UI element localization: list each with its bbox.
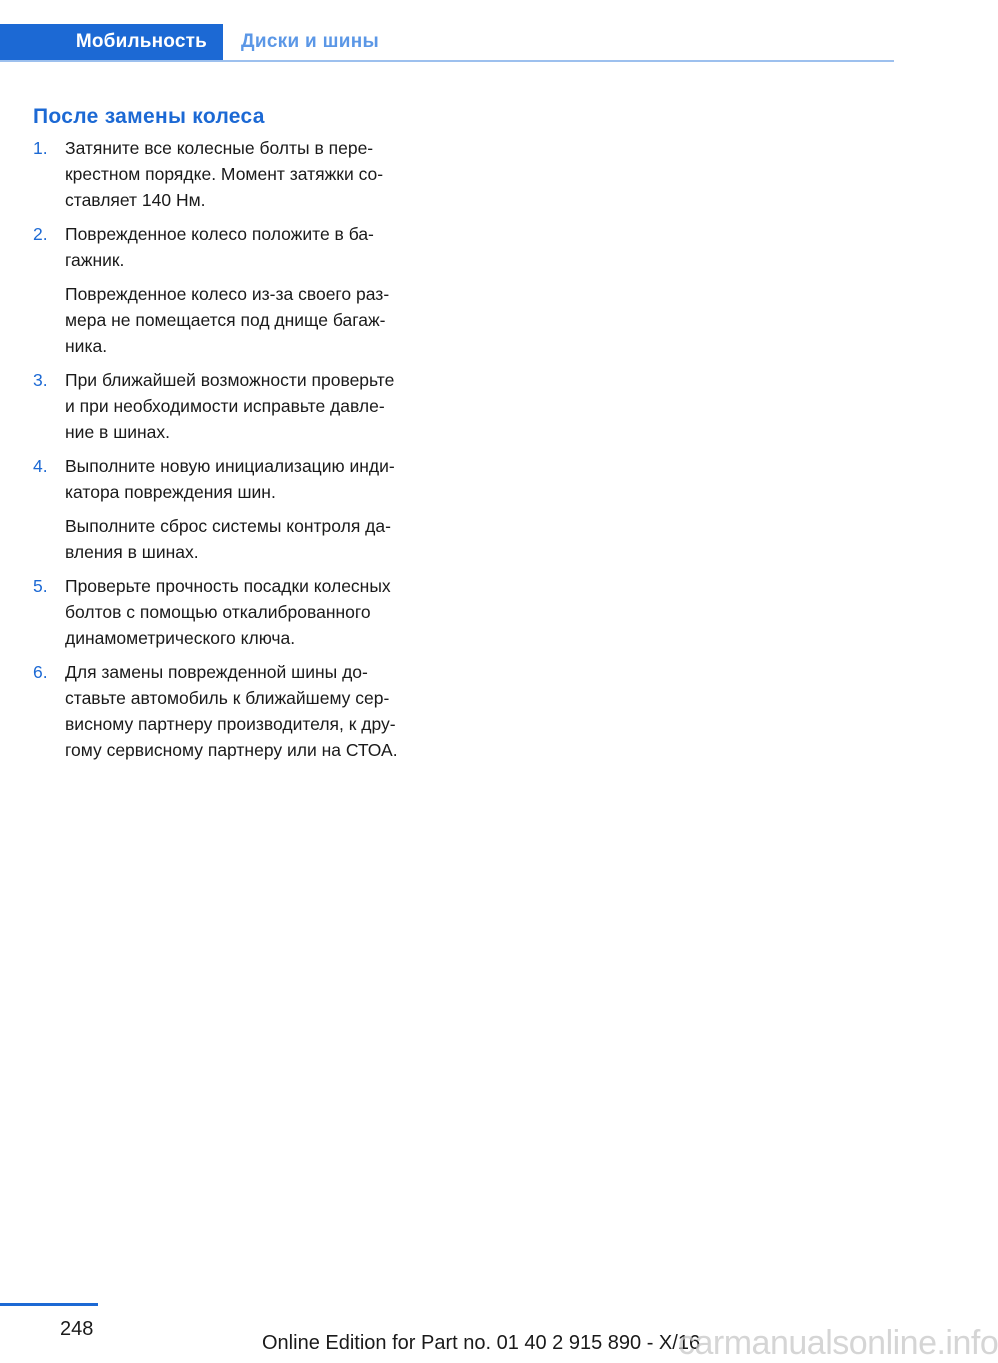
step-item	[33, 573, 453, 651]
step-item	[33, 367, 453, 445]
page-header	[0, 0, 960, 62]
step-item	[33, 135, 453, 213]
header-divider	[0, 60, 894, 62]
step-number: 5.	[33, 576, 48, 596]
footer-divider	[0, 1303, 98, 1306]
tab-mobility[interactable]	[0, 24, 223, 60]
step-paragraph: Поврежденное колесо из-за своего раз- мера не помещается под днище багаж- ника.	[65, 284, 390, 356]
steps-list	[33, 135, 453, 763]
main-content	[33, 103, 453, 771]
section-title: После замены колеса	[33, 105, 265, 128]
step-paragraph: Для замены поврежденной шины до- ставьте автомобиль к ближайшему сер- висному партнеру производителя, к дру- гому сервисному партнеру или на СТОА.	[65, 662, 398, 760]
step-number: 4.	[33, 456, 48, 476]
tab-wheels-and-tires[interactable]: Диски и шины	[241, 31, 380, 52]
watermark-logo: carmanualsonline.info	[678, 1324, 998, 1362]
step-paragraph: При ближайшей возможности проверьте и при необходимости исправьте давле- ние в шинах.	[65, 370, 395, 442]
step-item	[33, 221, 453, 359]
tab-mobility-label: Мобильность	[75, 31, 207, 52]
step-item	[33, 659, 453, 763]
step-paragraph: Поврежденное колесо положите в ба- гажник.	[65, 224, 374, 270]
edition-note: Online Edition for Part no. 01 40 2 915 890 - X/16	[262, 1332, 701, 1354]
step-item	[33, 453, 453, 565]
step-paragraph: Выполните сброс системы контроля да- вления в шинах.	[65, 516, 391, 562]
step-paragraph: Проверьте прочность посадки колесных болтов с помощью откалиброванного динамометрического ключа.	[65, 576, 391, 648]
step-number: 6.	[33, 662, 48, 682]
step-paragraph: Выполните новую инициализацию инди- катора повреждения шин.	[65, 456, 395, 502]
step-number: 1.	[33, 138, 48, 158]
step-number: 2.	[33, 224, 48, 244]
step-number: 3.	[33, 370, 48, 390]
page-number: 248	[60, 1318, 94, 1340]
step-paragraph: Затяните все колесные болты в пере- крестном порядке. Момент затяжки со- ставляет 140 Нм.	[65, 138, 384, 210]
